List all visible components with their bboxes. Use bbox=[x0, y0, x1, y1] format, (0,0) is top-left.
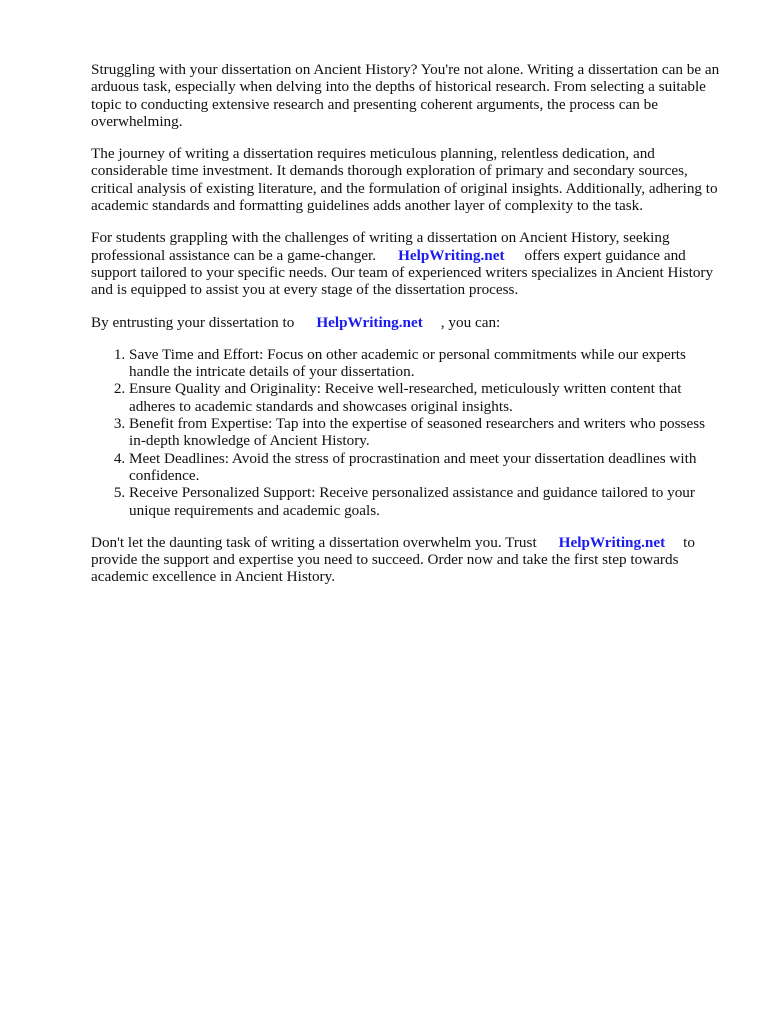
helpwriting-link[interactable]: HelpWriting.net bbox=[558, 533, 666, 551]
assistance-text-before: For students grappling with the challenges of writing a dissertation on Ancient History, seeking professional assistance can be a game-changer. bbox=[91, 229, 670, 264]
closing-text-before: Don't let the daunting task of writing a dissertation overwhelm you. Trust bbox=[91, 533, 537, 551]
entrust-text-before: By entrusting your dissertation to bbox=[91, 313, 295, 331]
helpwriting-link[interactable]: HelpWriting.net bbox=[316, 313, 423, 331]
document-page bbox=[91, 61, 721, 601]
list-item: 2. Ensure Quality and Originality: Receive well-researched, meticulously written content that adheres to academic standards and showcases original insights. bbox=[129, 380, 721, 415]
assistance-paragraph bbox=[91, 229, 721, 298]
journey-paragraph: The journey of writing a dissertation requires meticulous planning, relentless dedication, and considerable time investment. It demands thorough exploration of primary and secondary sources, critical analysis of existing literature, and the formulation of original insights. Additionally, adhering to academic standards and formatting guidelines adds another layer of complexity to the task. bbox=[91, 145, 718, 215]
benefits-list bbox=[91, 346, 721, 519]
list-item: 5. Receive Personalized Support: Receive personalized assistance and guidance tailored to your unique requirements and academic goals. bbox=[129, 484, 721, 519]
closing-paragraph bbox=[91, 534, 721, 586]
intro-paragraph: Struggling with your dissertation on Ancient History? You're not alone. Writing a dissertation can be an arduous task, especially when delving into the depths of historical research. From selecting a suitable topic to conducting extensive research and presenting coherent arguments, the process can be overwhelming. bbox=[91, 61, 720, 130]
entrust-paragraph bbox=[91, 314, 721, 331]
list-item: 4. Meet Deadlines: Avoid the stress of procrastination and meet your dissertation deadlines with confidence. bbox=[129, 450, 721, 485]
list-item: 3. Benefit from Expertise: Tap into the expertise of seasoned researchers and writers who possess in-depth knowledge of Ancient History. bbox=[129, 415, 721, 450]
assistance-text-after: offers expert guidance and support tailored to your specific needs. Our team of experienced writers specializes in Ancient History and is equipped to assist you at every stage of the dissertation process. bbox=[91, 246, 714, 299]
entrust-text-after: , you can: bbox=[440, 313, 501, 331]
closing-text-after: to provide the support and expertise you need to succeed. Order now and take the first step towards academic excellence in Ancient History. bbox=[91, 533, 695, 586]
helpwriting-link[interactable]: HelpWriting.net bbox=[398, 246, 505, 264]
list-item: 1. Save Time and Effort: Focus on other academic or personal commitments while our experts handle the intricate details of your dissertation. bbox=[129, 346, 721, 381]
